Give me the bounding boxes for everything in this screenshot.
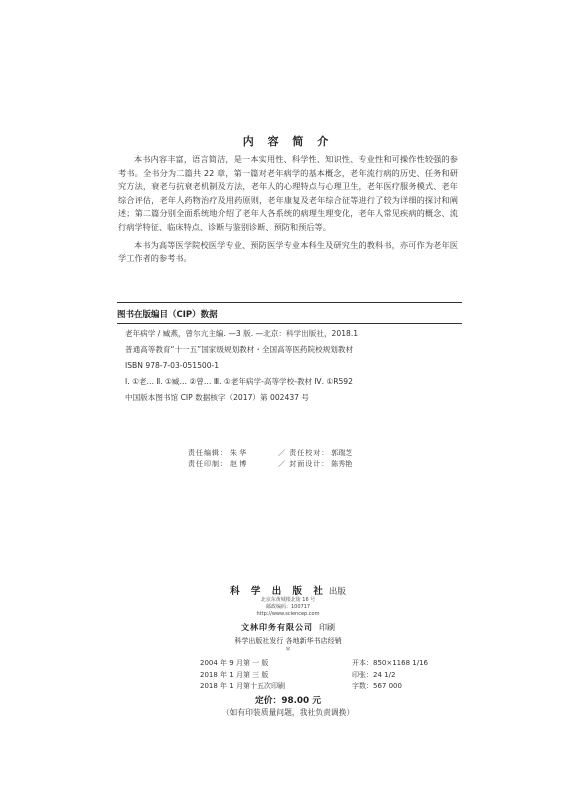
print-manager-name: 赵 博 <box>230 460 247 468</box>
cip-data-block <box>125 329 465 403</box>
printer-name: 文林印务有限公司 <box>241 623 313 632</box>
star-separator: ＊ <box>284 646 291 653</box>
summary-title: 内 容 简 介 <box>242 135 334 148</box>
proofreader-role: ／ 责任校对： <box>278 449 330 457</box>
publisher-postcode: 邮政编码：100717 <box>265 604 311 610</box>
cip-line-isbn: ISBN 978-7-03-051500-1 <box>125 361 220 370</box>
cip-line-series: 普通高等教育“十一五”国家级规划教材・全国高等医药院校规划教材 <box>125 345 354 354</box>
quality-note: （如有印装质量问题，我社负责调换） <box>221 708 355 717</box>
proofreader-name: 郭瑞芝 <box>331 449 353 457</box>
summary-section <box>118 153 458 270</box>
publisher-suffix: 出版 <box>328 587 346 597</box>
cover-designer-name: 陈秀艳 <box>331 460 353 468</box>
edition-row <box>200 658 460 670</box>
publisher-block <box>0 583 576 653</box>
price-label: 定价：98.00 元 <box>254 696 322 706</box>
edition-date: 2018 年 1 月第 三 版 <box>200 670 269 679</box>
cover-designer-role: ／ 封面设计： <box>278 460 330 468</box>
cip-line-classification: Ⅰ. ①老… Ⅱ. ①臧… ②曾… Ⅲ. ①老年病学-高等学校-教材 Ⅳ. ①R592 <box>125 377 353 386</box>
edition-block <box>200 658 460 693</box>
summary-paragraph-1: 本书内容丰富，语言简洁，是一本实用性、科学性、知识性、专业性和可操作性较强的参考书。全书分为二篇共 22 章，第一篇对老年病学的基本概念，老年流行病的历史、任务和研究方法，衰老与抗衰老机制及方法，老年人的心理特点与心理卫生，老年医疗服务模式、老年综合评估，老年人药物治疗及用药原则，老年康复及老年综合征等进行了较为详细的探讨和阐述；第二篇分别全面系统地介绍了老年人各系统的病理生理变化，老年人常见疾病的概念、流行病学特征、临床特点、诊断与鉴别诊断、预防和预后等。 <box>118 154 458 232</box>
edition-spec: 字数：567 000 <box>352 682 402 690</box>
editors-block <box>188 448 448 470</box>
edition-date: 2004 年 9 月第 一 版 <box>200 659 269 667</box>
print-manager-role: 责任印制： <box>188 460 228 468</box>
distribution-line: 科学出版社发行 各地新华书店经销 <box>234 637 342 645</box>
publisher-name: 科 学 出 版 社 <box>230 586 327 597</box>
summary-paragraph-2: 本书为高等医学院校医学专业、预防医学专业本科生及研究生的教科书，亦可作为老年医学工作者的参考书。 <box>118 239 458 264</box>
cip-line-title: 老年病学 / 臧燕，曾尔亢主编. —3 版. —北京：科学出版社，2018.1 <box>125 329 359 338</box>
editor-row-2 <box>188 459 448 470</box>
cip-heading: 图书在版编目（CIP）数据 <box>117 308 462 324</box>
edition-spec: 印张：24 1/2 <box>352 670 396 679</box>
edition-spec: 开本：850×1168 1/16 <box>352 659 428 667</box>
publisher-address: 北京东黄城根北街 16 号 <box>260 597 316 603</box>
publisher-website: http://www.sciencep.com <box>256 611 320 617</box>
printer-suffix: 印刷 <box>319 623 335 632</box>
edition-row <box>200 670 460 682</box>
edition-date: 2018 年 1 月第十五次印刷 <box>200 682 285 690</box>
editor-name: 朱 华 <box>230 449 247 457</box>
cip-line-record: 中国版本图书馆 CIP 数据核字（2017）第 002437 号 <box>125 393 309 402</box>
edition-row <box>200 681 460 693</box>
editor-row-1 <box>188 448 448 459</box>
editor-role: 责任编辑： <box>188 449 228 457</box>
